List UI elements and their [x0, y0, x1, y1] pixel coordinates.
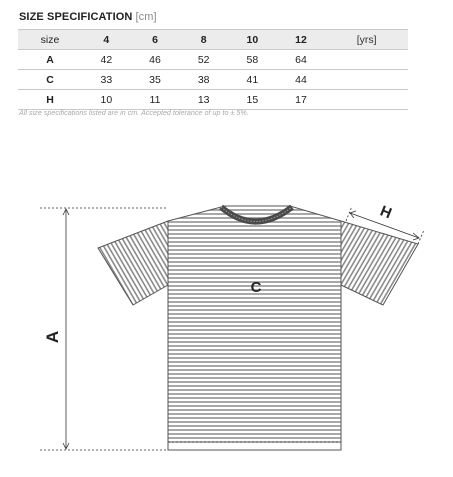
label-a: A: [43, 330, 62, 344]
spec-title-text: SIZE SPECIFICATION: [19, 11, 133, 23]
label-c: C: [250, 279, 262, 296]
stripe: [406, 234, 453, 373]
table-cell: 15: [228, 90, 277, 110]
size-col-1: 4: [82, 30, 131, 50]
row-label: C: [18, 70, 82, 90]
table-cell: 52: [179, 50, 228, 70]
size-header-label: size: [18, 30, 82, 50]
table-cell: 41: [228, 70, 277, 90]
stripe: [409, 236, 453, 375]
shirt-body: [160, 200, 350, 460]
table-cell: 38: [179, 70, 228, 90]
row-label: A: [18, 50, 82, 70]
size-col-2: 6: [131, 30, 180, 50]
table-cell: 35: [131, 70, 180, 90]
table-cell: 33: [82, 70, 131, 90]
stripe: [24, 236, 104, 375]
table-cell: 42: [82, 50, 131, 70]
stripe: [31, 232, 111, 371]
table-cell: 10: [82, 90, 131, 110]
spec-unit: [cm]: [135, 11, 157, 23]
table-cell: 58: [228, 50, 277, 70]
tolerance-note: All size specifications listed are in cm. Accepted tolerance of up to ± 5%.: [19, 108, 249, 117]
table-cell: 44: [277, 70, 326, 90]
table-cell: 17: [277, 90, 326, 110]
stripe: [413, 238, 453, 377]
size-col-4: 10: [228, 30, 277, 50]
table-cell: 13: [179, 90, 228, 110]
size-col-3: 8: [179, 30, 228, 50]
table-cell: 46: [131, 50, 180, 70]
size-unit-cell: [yrs]: [325, 30, 408, 50]
table-cell: 64: [277, 50, 326, 70]
label-h: H: [377, 202, 395, 223]
stripe: [17, 240, 97, 379]
table-cell: 11: [131, 90, 180, 110]
stripe: [27, 234, 107, 373]
stripe: [416, 240, 453, 379]
stripe: [20, 238, 100, 377]
row-label: H: [18, 90, 82, 110]
size-col-5: 12: [277, 30, 326, 50]
